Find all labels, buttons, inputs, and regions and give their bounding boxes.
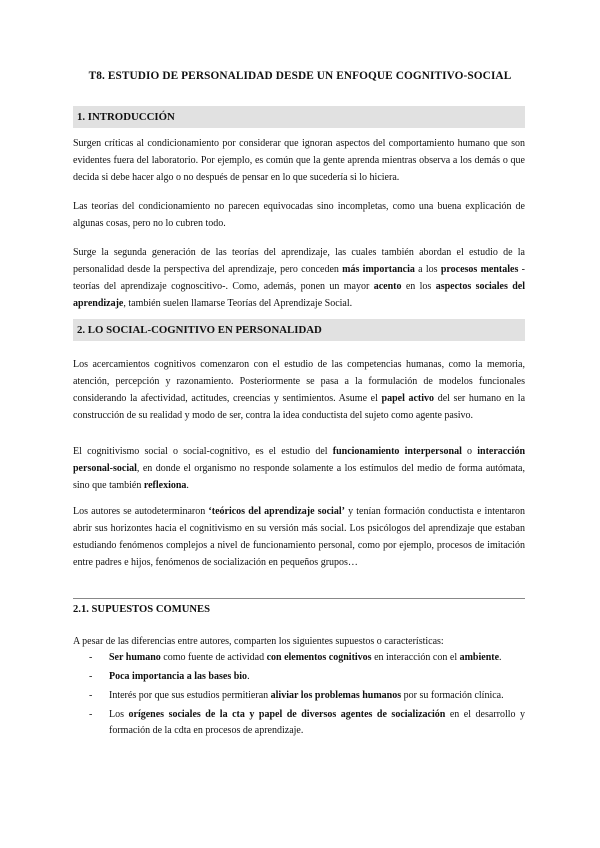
section-heading-introduccion: 1. INTRODUCCIÓN <box>73 106 525 128</box>
text-run: . <box>499 652 502 663</box>
list-item <box>73 707 525 738</box>
bold-text-run: con elementos cognitivos <box>266 652 372 663</box>
bullet-dash: - <box>89 652 93 663</box>
bold-text-run: Ser humano <box>109 652 161 663</box>
text-run: en interacción con el <box>371 652 460 663</box>
text-run: Los autores se autodeterminaron <box>73 506 209 517</box>
text-run: en el desarrollo y formación de la cdta en procesos de aprendizaje. <box>109 709 526 736</box>
bold-text-run: ambiente <box>459 652 500 663</box>
text-run: Los acercamientos cognitivos comenzaron con el estudio de las competencias humanas, como la memoria, atención, percepción y razonamiento. Posteriormente se pasa a la formulación de modelos funcionales considerando la afectividad, actitudes, creencias y sentimientos. Asume el <box>73 359 525 404</box>
bold-text-run: aliviar los problemas humanos <box>270 690 402 701</box>
text-run: . <box>186 480 189 491</box>
text-run: , en donde el organismo no responde solamente a los estímulos del medio de forma autómata, sino que también <box>73 463 525 491</box>
text-run: . <box>247 671 250 682</box>
paragraph-intro-2 <box>73 198 525 232</box>
paragraph-intro-3 <box>73 244 525 312</box>
bold-text-run: papel activo <box>381 393 435 404</box>
paragraph-social-1 <box>73 356 525 424</box>
bold-text-run: procesos mentales <box>440 264 519 275</box>
text-run: Los <box>109 709 129 720</box>
paragraph-supuestos-intro <box>73 633 525 650</box>
text-run: El cognitivismo social o social-cognitivo, es el estudio del <box>73 446 333 457</box>
text-run: Interés por que sus estudios permitieran <box>109 690 271 701</box>
bold-text-run: Poca importancia a las bases bio <box>109 671 248 682</box>
bold-text-run: funcionamiento interpersonal <box>332 446 462 457</box>
supuestos-list <box>73 650 525 742</box>
bullet-dash: - <box>89 709 93 720</box>
section-divider <box>73 598 525 599</box>
text-run: como fuente de actividad <box>160 652 267 663</box>
text-run: Las teorías del condicionamiento no parecen equivocadas sino incompletas, como una buena explicación de algunas cosas, pero no lo cubren todo. <box>73 201 525 229</box>
bold-text-run: más importancia <box>342 264 415 275</box>
document-title: T8. ESTUDIO DE PERSONALIDAD DESDE UN ENFOQUE COGNITIVO-SOCIAL <box>88 70 512 82</box>
list-item <box>73 669 525 685</box>
bold-text-run: acento <box>373 281 402 292</box>
bullet-dash: - <box>89 671 93 682</box>
text-run: a los <box>414 264 441 275</box>
bullet-dash: - <box>89 690 93 701</box>
text-run: A pesar de las diferencias entre autores, comparten los siguientes supuestos o características: <box>73 636 444 647</box>
text-run: Surge la segunda generación de las teorías del aprendizaje, las cuales también abordan el estudio de la personalidad desde la perspectiva del aprendizaje, pero conceden <box>73 247 525 275</box>
text-run: -teorías del aprendizaje cognoscitivo-. Como, además, ponen un mayor <box>73 264 525 292</box>
text-run: y tenían formación conductista e intentaron abrir sus horizontes hacia el cognitivismo en su versión más social. Los psicólogos del aprendizaje que estaban estudiando fenómenos complejos a nivel de funcionamiento personal, como por ejemplo, procesos de imitación entre padres e hijos, fenómenos de socialización en pequeños grupos… <box>73 506 525 568</box>
text-run: , también suelen llamarse Teorías del Aprendizaje Social. <box>123 298 353 309</box>
bold-text-run: aspectos sociales del aprendizaje <box>73 281 525 309</box>
text-run: del ser humano en la construcción de su realidad y modo de ser, contra la idea conductista del sujeto como agente pasivo. <box>73 393 526 421</box>
paragraph-social-3 <box>73 503 525 571</box>
section-heading-social-cognitivo: 2. LO SOCIAL-COGNITIVO EN PERSONALIDAD <box>73 319 525 341</box>
bold-text-run: interacción personal-social <box>73 446 526 474</box>
text-run: o <box>461 446 478 457</box>
bold-text-run: ‘teóricos del aprendizaje social’ <box>208 506 345 517</box>
paragraph-intro-1 <box>73 135 525 186</box>
list-item <box>73 688 525 704</box>
text-run: Surgen críticas al condicionamiento por considerar que ignoran aspectos del comportamiento humano que son evidentes fuera del laboratorio. Por ejemplo, es común que la gente aprenda mientras observa a los demás o que decida si debe hacer algo o no después de pensar en lo que sucedería si lo hiciera. <box>73 138 525 183</box>
subsection-heading-supuestos: 2.1. SUPUESTOS COMUNES <box>73 604 210 615</box>
bold-text-run: reflexiona <box>143 480 187 491</box>
text-run: por su formación clínica. <box>401 690 504 701</box>
paragraph-social-2 <box>73 443 525 494</box>
text-run: en los <box>401 281 436 292</box>
list-item <box>73 650 525 666</box>
bold-text-run: orígenes sociales de la cta y papel de diversos agentes de socialización <box>128 709 446 720</box>
